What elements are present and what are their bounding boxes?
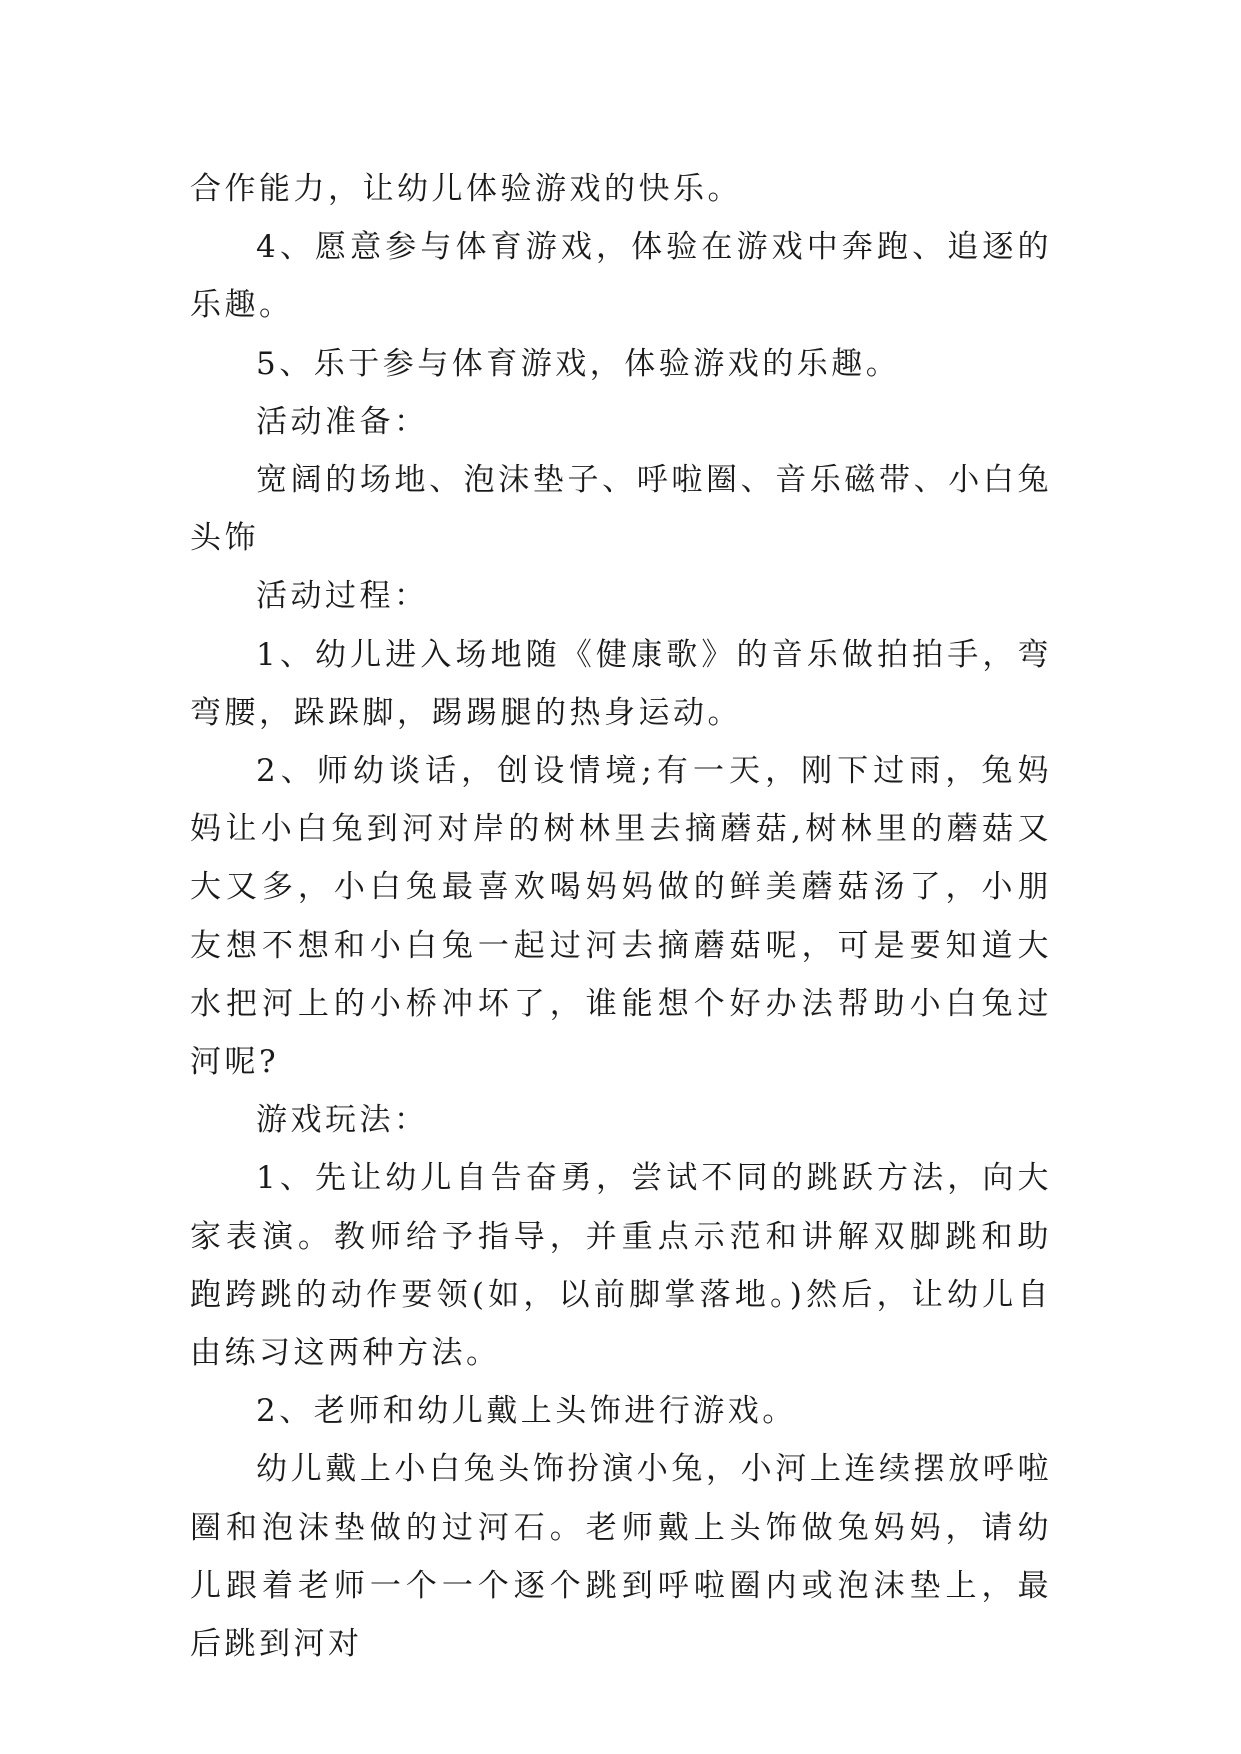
section-heading: 活动准备： xyxy=(256,403,429,440)
paragraph: 5、乐于参与体育游戏，体验游戏的乐趣。 xyxy=(256,345,901,382)
paragraph: 1、先让幼儿自告奋勇，尝试不同的跳跃方法，向大家表演。教师给予指导，并重点示范和讲解双脚跳和助跑跨跳的动作要领(如，以前脚掌落地。)然后，让幼儿自由练习这两种方法。 xyxy=(190,1160,1052,1372)
section-heading: 游戏玩法： xyxy=(256,1102,429,1139)
paragraph: 合作能力，让幼儿体验游戏的快乐。 xyxy=(190,171,742,207)
section-heading: 活动过程： xyxy=(256,578,429,615)
document-body xyxy=(190,160,1052,1673)
paragraph: 4、愿意参与体育游戏，体验在游戏中奔跑、追逐的乐趣。 xyxy=(190,229,1052,324)
paragraph: 2、老师和幼儿戴上头饰进行游戏。 xyxy=(256,1393,797,1430)
paragraph: 1、幼儿进入场地随《健康歌》的音乐做拍拍手，弯弯腰，跺跺脚，踢踢腿的热身运动。 xyxy=(190,636,1052,731)
paragraph: 2、师幼谈话，创设情境;有一天，刚下过雨，兔妈妈让小白兔到河对岸的树林里去摘蘑菇,树林里的蘑菇又大又多，小白兔最喜欢喝妈妈做的鲜美蘑菇汤了，小朋友想不想和小白兔一起过河去摘蘑菇呢，可是要知道大水把河上的小桥冲坏了，谁能想个好办法帮助小白兔过河呢? xyxy=(190,753,1052,1081)
paragraph: 宽阔的场地、泡沫垫子、呼啦圈、音乐磁带、小白兔头饰 xyxy=(190,462,1052,557)
paragraph: 幼儿戴上小白兔头饰扮演小兔，小河上连续摆放呼啦圈和泡沫垫做的过河石。老师戴上头饰做兔妈妈，请幼儿跟着老师一个一个逐个跳到呼啦圈内或泡沫垫上，最后跳到河对 xyxy=(190,1451,1052,1663)
